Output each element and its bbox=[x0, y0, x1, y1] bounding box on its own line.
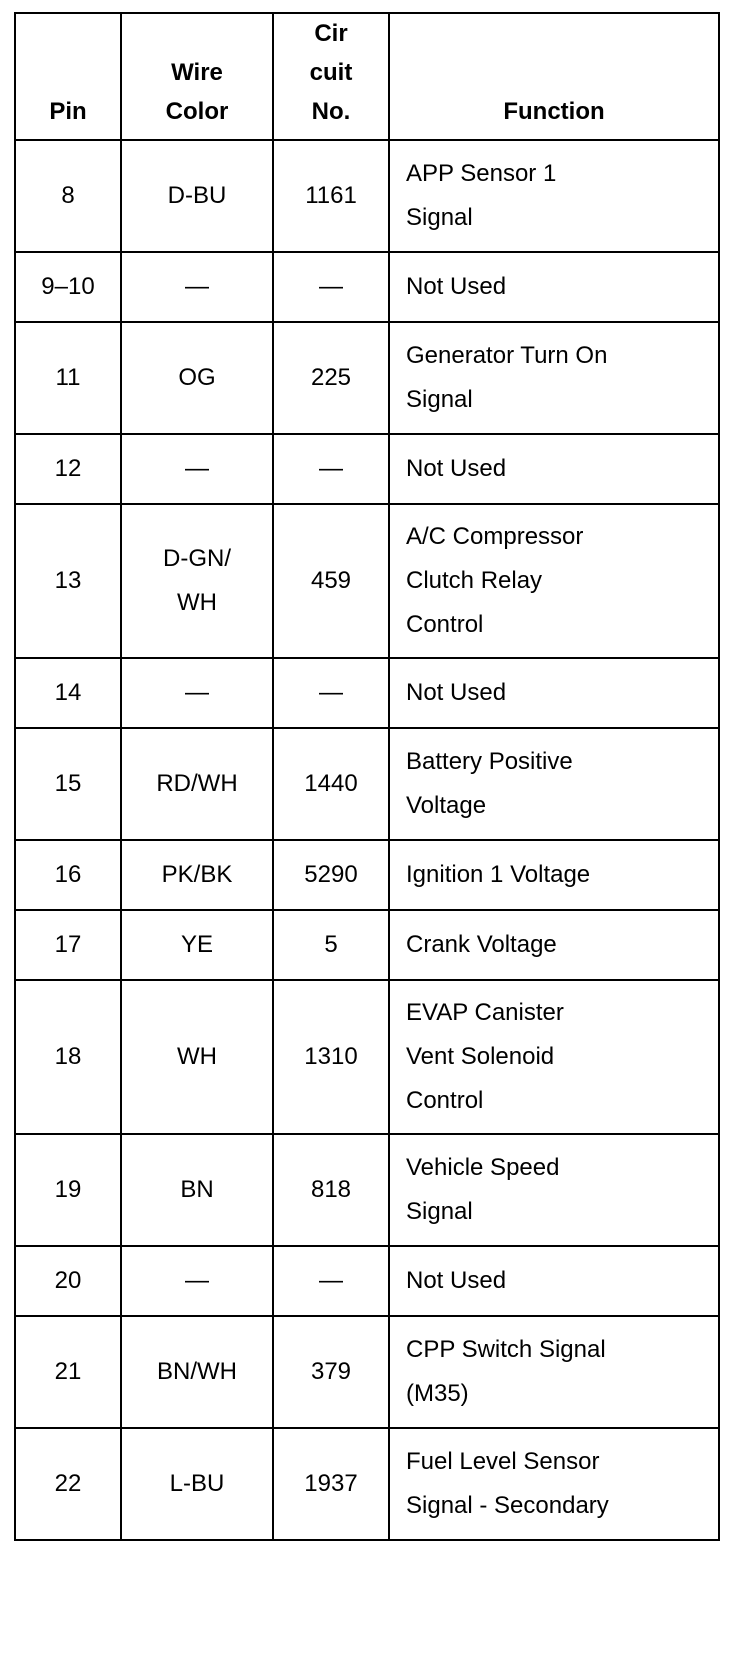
function-line: Vehicle Speed bbox=[406, 1154, 560, 1181]
table-row bbox=[15, 658, 719, 728]
header-wire-color-line: Wire bbox=[171, 59, 223, 86]
function-line: Control bbox=[406, 1087, 484, 1114]
pin-cell: 13 bbox=[15, 504, 121, 658]
function-cell bbox=[389, 252, 719, 322]
function-line: Not Used bbox=[406, 455, 507, 482]
function-cell bbox=[389, 1246, 719, 1316]
pin-cell: 20 bbox=[15, 1246, 121, 1316]
table-row bbox=[15, 728, 719, 840]
wire-color-cell bbox=[121, 728, 273, 840]
function-line: Vent Solenoid bbox=[406, 1043, 555, 1070]
header-function bbox=[389, 13, 719, 140]
table-body bbox=[15, 140, 719, 1540]
function-line: Signal bbox=[406, 1198, 473, 1225]
function-line: Control bbox=[406, 611, 484, 638]
table-row bbox=[15, 1134, 719, 1246]
table-row bbox=[15, 980, 719, 1134]
function-cell bbox=[389, 1134, 719, 1246]
table-row bbox=[15, 1246, 719, 1316]
wire-color-cell bbox=[121, 252, 273, 322]
table-row bbox=[15, 140, 719, 252]
function-line: Voltage bbox=[406, 792, 487, 819]
wire-color-cell bbox=[121, 910, 273, 980]
function-line: APP Sensor 1 bbox=[406, 160, 557, 187]
circuit-number-cell: — bbox=[273, 1246, 389, 1316]
circuit-number-cell: 1310 bbox=[273, 980, 389, 1134]
pin-cell: 11 bbox=[15, 322, 121, 434]
function-cell bbox=[389, 322, 719, 434]
wire-color-line: — bbox=[185, 679, 209, 706]
function-line: Not Used bbox=[406, 273, 507, 300]
function-line: Battery Positive bbox=[406, 748, 573, 775]
function-cell bbox=[389, 1428, 719, 1540]
header-pin-line: Pin bbox=[49, 98, 87, 125]
wire-color-line: — bbox=[185, 455, 209, 482]
wire-color-cell bbox=[121, 504, 273, 658]
function-cell bbox=[389, 910, 719, 980]
header-circuit-no bbox=[273, 13, 389, 140]
table-row bbox=[15, 1428, 719, 1540]
circuit-number-cell: 1161 bbox=[273, 140, 389, 252]
pin-cell: 15 bbox=[15, 728, 121, 840]
function-line: EVAP Canister bbox=[406, 999, 564, 1026]
header-row bbox=[15, 13, 719, 140]
pin-cell: 16 bbox=[15, 840, 121, 910]
circuit-number-cell: — bbox=[273, 658, 389, 728]
pin-cell: 18 bbox=[15, 980, 121, 1134]
wire-color-cell bbox=[121, 322, 273, 434]
pin-cell: 14 bbox=[15, 658, 121, 728]
function-cell bbox=[389, 980, 719, 1134]
wire-color-line: BN/WH bbox=[157, 1358, 237, 1385]
table-row bbox=[15, 910, 719, 980]
pin-cell: 8 bbox=[15, 140, 121, 252]
function-cell bbox=[389, 840, 719, 910]
function-line: Signal bbox=[406, 386, 473, 413]
function-cell bbox=[389, 1316, 719, 1428]
function-line: Signal - Secondary bbox=[406, 1492, 609, 1519]
pin-cell: 21 bbox=[15, 1316, 121, 1428]
function-cell bbox=[389, 434, 719, 504]
function-line: (M35) bbox=[406, 1380, 469, 1407]
circuit-number-cell: — bbox=[273, 252, 389, 322]
wire-color-line: BN bbox=[180, 1176, 214, 1203]
wire-color-cell bbox=[121, 840, 273, 910]
circuit-number-cell: 379 bbox=[273, 1316, 389, 1428]
function-line: Ignition 1 Voltage bbox=[406, 861, 591, 888]
wire-color-line: PK/BK bbox=[161, 861, 233, 888]
function-line: Signal bbox=[406, 204, 473, 231]
wire-color-cell bbox=[121, 1134, 273, 1246]
wire-color-line: D-BU bbox=[167, 182, 227, 209]
header-pin bbox=[15, 13, 121, 140]
pin-cell: 12 bbox=[15, 434, 121, 504]
function-line: Not Used bbox=[406, 1267, 507, 1294]
table-row bbox=[15, 1316, 719, 1428]
table-row bbox=[15, 322, 719, 434]
wire-color-cell bbox=[121, 1246, 273, 1316]
pin-cell: 17 bbox=[15, 910, 121, 980]
wire-color-line: OG bbox=[178, 364, 216, 391]
header-circuit-line: cuit bbox=[309, 59, 353, 86]
pin-cell: 19 bbox=[15, 1134, 121, 1246]
pin-cell: 9–10 bbox=[15, 252, 121, 322]
wire-color-line: L-BU bbox=[169, 1470, 225, 1497]
function-line: Generator Turn On bbox=[406, 342, 608, 369]
circuit-number-cell: 1440 bbox=[273, 728, 389, 840]
function-line: A/C Compressor bbox=[406, 523, 584, 550]
function-line: Clutch Relay bbox=[406, 567, 543, 594]
function-cell bbox=[389, 140, 719, 252]
circuit-number-cell: 818 bbox=[273, 1134, 389, 1246]
connector-pinout-table bbox=[14, 12, 720, 1541]
function-line: Fuel Level Sensor bbox=[406, 1448, 600, 1475]
wire-color-line: D-GN/ bbox=[163, 545, 231, 572]
header-circuit-line: Cir bbox=[314, 20, 348, 47]
wire-color-line: WH bbox=[177, 589, 217, 616]
wire-color-line: RD/WH bbox=[156, 770, 238, 797]
header-wire-color bbox=[121, 13, 273, 140]
circuit-number-cell: 225 bbox=[273, 322, 389, 434]
circuit-number-cell: 5 bbox=[273, 910, 389, 980]
wire-color-line: YE bbox=[180, 931, 213, 958]
header-circuit-line: No. bbox=[311, 98, 351, 125]
function-cell bbox=[389, 504, 719, 658]
circuit-number-cell: 5290 bbox=[273, 840, 389, 910]
wire-color-line: — bbox=[185, 273, 209, 300]
wire-color-cell bbox=[121, 658, 273, 728]
wire-color-line: WH bbox=[177, 1043, 217, 1070]
function-line: CPP Switch Signal bbox=[406, 1336, 606, 1363]
pin-cell: 22 bbox=[15, 1428, 121, 1540]
table-row bbox=[15, 840, 719, 910]
function-line: Crank Voltage bbox=[406, 931, 557, 958]
wire-color-cell bbox=[121, 1316, 273, 1428]
wire-color-cell bbox=[121, 980, 273, 1134]
wire-color-cell bbox=[121, 434, 273, 504]
circuit-number-cell: 459 bbox=[273, 504, 389, 658]
wire-color-cell bbox=[121, 140, 273, 252]
table-row bbox=[15, 434, 719, 504]
circuit-number-cell: 1937 bbox=[273, 1428, 389, 1540]
header-wire-color-line: Color bbox=[165, 98, 229, 125]
header-function-line: Function bbox=[503, 98, 605, 125]
table-row bbox=[15, 504, 719, 658]
function-line: Not Used bbox=[406, 679, 507, 706]
wire-color-line: — bbox=[185, 1267, 209, 1294]
table-row bbox=[15, 252, 719, 322]
circuit-number-cell: — bbox=[273, 434, 389, 504]
wire-color-cell bbox=[121, 1428, 273, 1540]
function-cell bbox=[389, 658, 719, 728]
function-cell bbox=[389, 728, 719, 840]
